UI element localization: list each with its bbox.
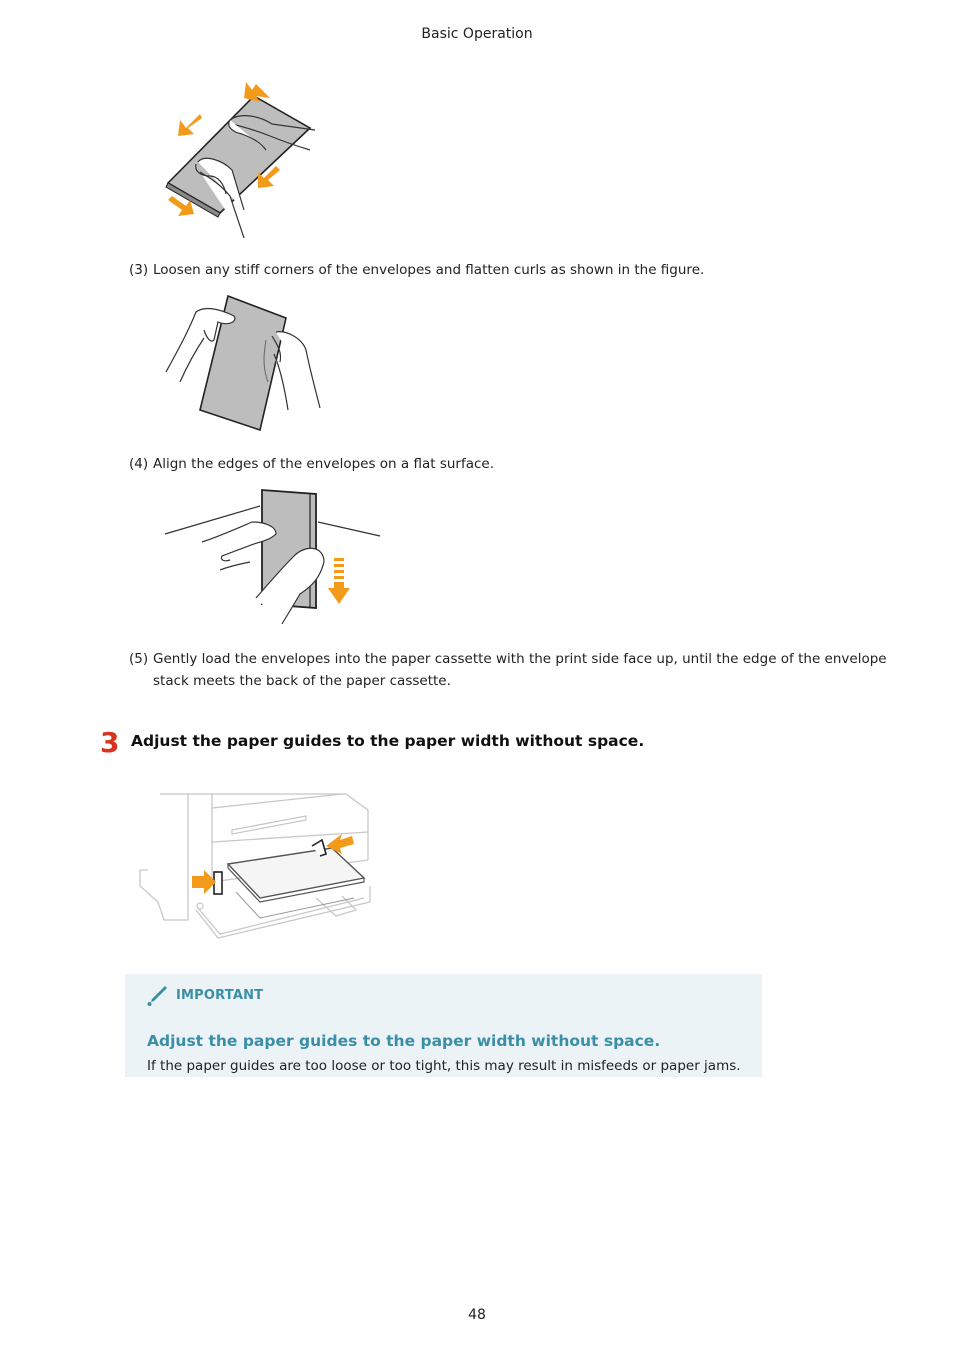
main-step-heading <box>100 726 880 760</box>
step-number: (4) <box>129 456 149 472</box>
important-body: If the paper guides are too loose or too tight, this may result in misfeeds or paper jams. <box>147 1058 741 1074</box>
step-item <box>129 259 889 281</box>
main-step-number: 3 <box>100 726 120 759</box>
step-number: (3) <box>129 262 149 278</box>
important-title: Adjust the paper guides to the paper width without space. <box>147 1032 661 1050</box>
figure-paper-guides <box>136 790 381 945</box>
step-text: Align the edges of the envelopes on a flat surface. <box>153 456 495 472</box>
down-arrow-icon <box>328 558 350 604</box>
figure-align-edges <box>160 486 385 628</box>
running-header: Basic Operation <box>421 26 533 42</box>
figure-smooth-envelopes <box>160 80 330 242</box>
pen-icon <box>146 985 168 1007</box>
step-item <box>129 648 889 692</box>
step-text: Loosen any stiff corners of the envelopes and flatten curls as shown in the figure. <box>153 262 705 278</box>
main-step-text: Adjust the paper guides to the paper width without space. <box>131 732 645 750</box>
step-item <box>129 453 889 475</box>
arrow-icon <box>244 82 270 102</box>
important-note <box>125 974 762 1077</box>
important-label: IMPORTANT <box>176 988 264 1003</box>
step-number: (5) <box>129 651 149 667</box>
figure-flatten-curls <box>160 292 330 434</box>
arrow-icon <box>178 114 202 136</box>
page-number: 48 <box>468 1307 486 1323</box>
step-text: Gently load the envelopes into the paper cassette with the print side face up, until the edge of the envelope stack meets the back of the paper cassette. <box>153 651 887 689</box>
